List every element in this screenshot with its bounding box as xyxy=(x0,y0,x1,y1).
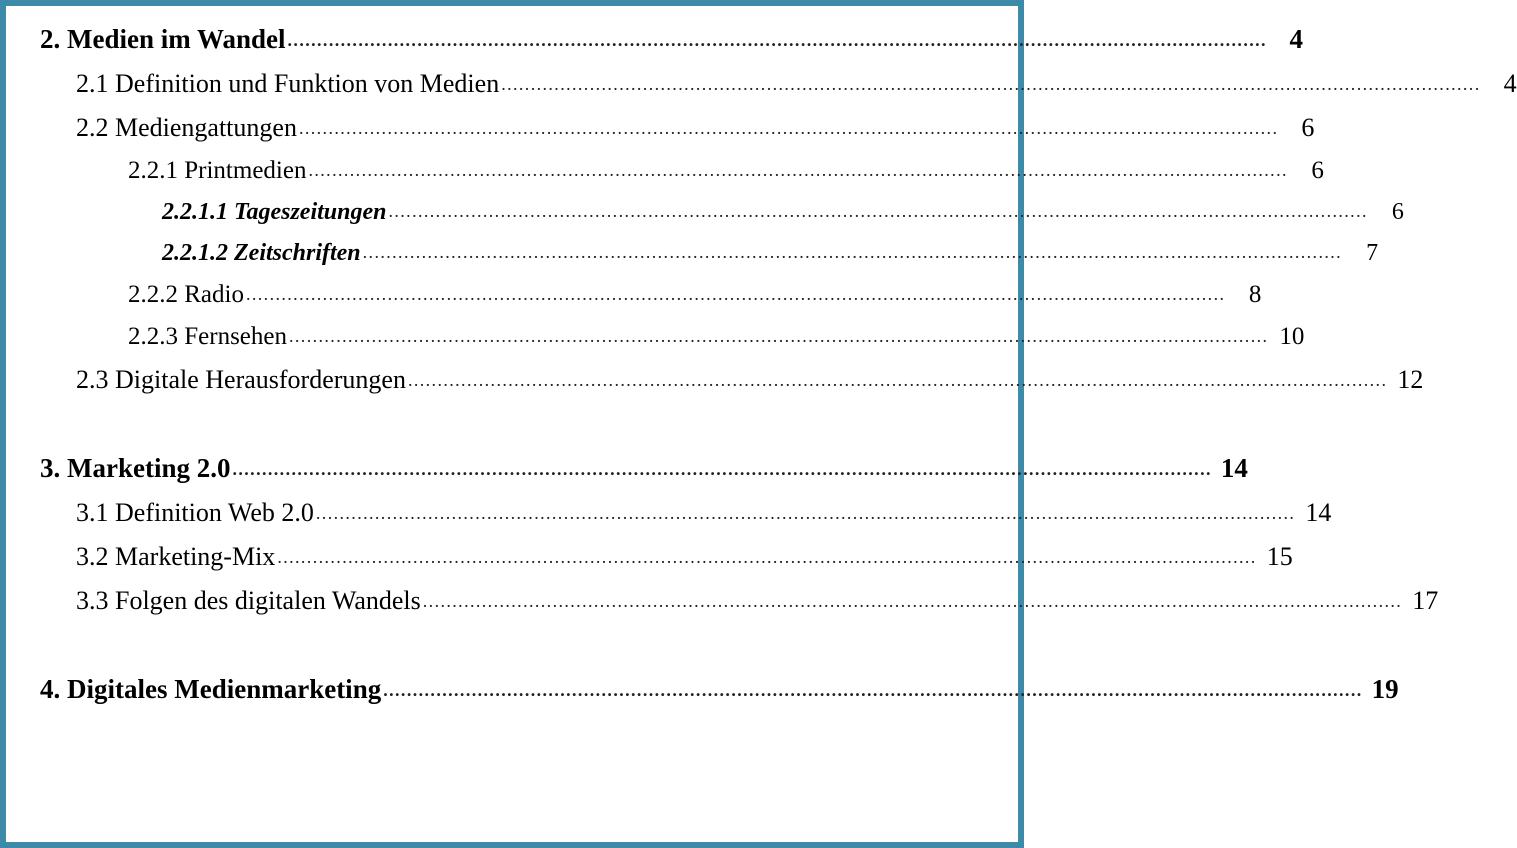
toc-spacer xyxy=(40,409,984,453)
toc-entry[interactable] xyxy=(40,24,1303,55)
toc-page-number: 7 xyxy=(1366,240,1379,266)
toc-leader-dots xyxy=(388,201,1367,222)
toc-entry[interactable] xyxy=(40,199,1404,226)
toc-page-number: 4 xyxy=(1503,69,1517,98)
toc-page-number: 10 xyxy=(1279,323,1305,350)
toc-entry[interactable] xyxy=(40,498,1332,528)
toc-entry[interactable] xyxy=(40,69,1517,99)
toc-entry[interactable] xyxy=(40,323,1305,351)
toc-leader-dots xyxy=(299,118,1278,139)
toc-entry[interactable] xyxy=(40,453,1248,484)
toc-entry-title: 3.3 Folgen des digitalen Wandels xyxy=(76,586,421,615)
toc-leader-dots xyxy=(277,547,1256,568)
toc-leader-dots xyxy=(246,284,1225,305)
toc-leader-dots xyxy=(289,326,1268,347)
toc-entry[interactable] xyxy=(40,240,1379,267)
toc-spacer xyxy=(40,630,984,674)
toc-entry-title: 2.1 Definition und Funktion von Medien xyxy=(76,69,500,98)
toc-page-number: 4 xyxy=(1289,24,1303,54)
toc-leader-dots xyxy=(308,160,1287,181)
toc-entry-title: 2.2.1.2 Zeitschriften xyxy=(162,240,361,266)
toc-entry-title: 3.1 Definition Web 2.0 xyxy=(76,498,314,527)
toc-leader-dots xyxy=(383,680,1362,701)
toc-page-number: 19 xyxy=(1371,674,1399,704)
toc-leader-dots xyxy=(408,370,1387,391)
toc-entry-title: 2.2.1 Printmedien xyxy=(128,157,307,184)
toc-entry-title: 3.2 Marketing-Mix xyxy=(76,542,276,571)
toc-page-number: 8 xyxy=(1248,281,1262,308)
toc-entry-title: 3. Marketing 2.0 xyxy=(40,453,231,483)
toc-leader-dots xyxy=(288,30,1267,51)
toc-page-number: 15 xyxy=(1266,542,1293,571)
toc-leader-dots xyxy=(501,74,1480,95)
toc-page-number: 6 xyxy=(1391,199,1404,225)
toc-leader-dots xyxy=(423,591,1402,612)
toc-entry[interactable] xyxy=(40,542,1293,572)
toc-page-number: 17 xyxy=(1412,586,1439,615)
toc-entry-title: 2.2 Mediengattungen xyxy=(76,113,297,142)
toc-page-number: 6 xyxy=(1301,113,1315,142)
toc-leader-dots xyxy=(363,242,1342,263)
toc-leader-dots xyxy=(316,503,1295,524)
toc-page-number: 12 xyxy=(1397,365,1424,394)
toc-entry[interactable] xyxy=(40,586,1439,616)
toc-page-number: 14 xyxy=(1305,498,1332,527)
toc-leader-dots xyxy=(232,459,1211,480)
toc-entry-title: 4. Digitales Medienmarketing xyxy=(40,674,382,704)
toc-entry[interactable] xyxy=(40,365,1424,395)
toc-entry[interactable] xyxy=(40,157,1324,185)
toc-page-number: 6 xyxy=(1311,157,1324,184)
toc-entry-title: 2.3 Digitale Herausforderungen xyxy=(76,365,406,394)
toc-entry-title: 2.2.3 Fernsehen xyxy=(128,323,287,350)
table-of-contents xyxy=(40,24,1517,705)
toc-entry[interactable] xyxy=(40,674,1399,705)
toc-entry-title: 2.2.1.1 Tageszeitungen xyxy=(162,199,387,225)
toc-entry-title: 2. Medien im Wandel xyxy=(40,24,286,54)
toc-entry-title: 2.2.2 Radio xyxy=(128,281,244,308)
toc-entry[interactable] xyxy=(40,113,1315,143)
toc-entry[interactable] xyxy=(40,281,1262,309)
toc-page-number: 14 xyxy=(1220,453,1248,483)
